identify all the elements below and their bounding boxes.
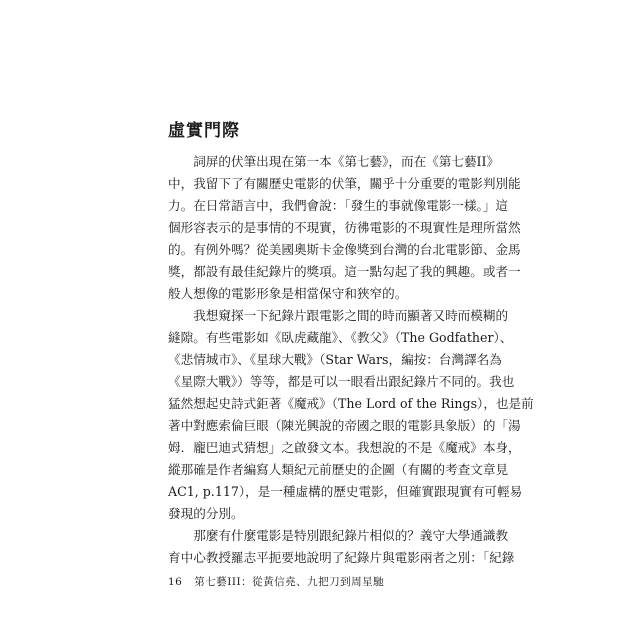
body-line: 詞屏的伏筆出現在第一本《第七藝》，而在《第七藝II》 — [168, 154, 500, 169]
body-line: AC1, p.117），是一種虛構的歷史電影，但確實跟現實有可輕易 — [168, 484, 523, 499]
body-line: 發現的分別。 — [168, 506, 244, 521]
body-line: 個形容表示的是事情的不現實，彷彿電影的不現實性是理所當然 — [168, 220, 521, 235]
running-title: 第七藝III：從黃信堯、九把刀到周星馳 — [194, 576, 385, 588]
body-line: 縱那確是作者編寫人類紀元前歷史的企圖（有關的考查文章見 — [168, 462, 509, 477]
body-line: 力。在日常語言中，我們會說：「發生的事就像電影一樣。」這 — [168, 198, 509, 213]
body-line: 猛然想起史詩式鉅著《魔戒》（The Lord of the Rings），也是前 — [168, 396, 534, 411]
body-line: 中，我留下了有關歷史電影的伏筆，關乎十分重要的電影判別能 — [168, 176, 521, 191]
page-number: 16 — [168, 576, 183, 588]
body-line: 著中對應索倫巨眼（陳光興說的帝國之眼的電影具象版）的「湯 — [168, 418, 521, 433]
body-line: 姆．龐巴迪式猜想」之啟發文本。我想說的不是《魔戒》本身， — [168, 440, 521, 455]
body-line: 《悲情城市》、《星球大戰》（Star Wars，編按：台灣譯名為 — [168, 352, 502, 367]
body-line: 般人想像的電影形象是相當保守和狹窄的。 — [168, 286, 408, 301]
body-line: 育中心教授羅志平扼要地說明了紀錄片與電影兩者之別：「紀錄 — [168, 550, 515, 565]
body-line: 的。有例外嗎？從美國奧斯卡金像獎到台灣的台北電影節、金馬 — [168, 242, 521, 257]
body-line: 縫隙。有些電影如《臥虎藏龍》、《教父》（The Godfather）、 — [168, 330, 513, 345]
page-footer — [168, 574, 384, 589]
body-line: 我想窺探一下紀錄片跟電影之間的時而顯著又時而模糊的 — [168, 308, 509, 323]
body-line: 獎，都設有最佳紀錄片的獎項。這一點勾起了我的興趣。或者一 — [168, 264, 521, 279]
body-line: 那麼有什麼電影是特別跟紀錄片相似的？義守大學通識教 — [168, 528, 509, 543]
section-heading: 虛實門際 — [168, 121, 240, 141]
body-line: 《星際大戰》）等等，都是可以一眼看出跟紀錄片不同的。我也 — [168, 374, 515, 389]
